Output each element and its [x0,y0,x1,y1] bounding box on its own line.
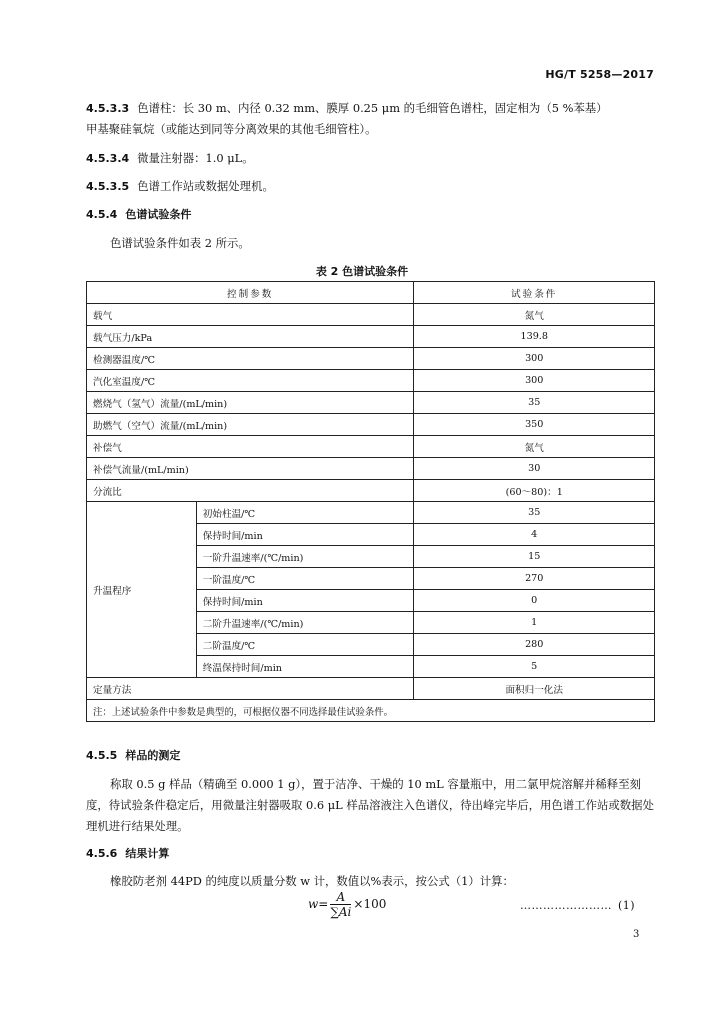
value-cell: 280 [414,634,655,656]
equation-number: (1) [618,899,636,912]
param-cell: 汽化室温度/℃ [87,370,414,392]
table-row [87,304,655,326]
value-cell: 300 [414,348,655,370]
section-title: 色谱试验条件 [125,208,192,221]
section-4-5-5-text: 称取 0.5 g 样品（精确至 0.000 1 g），置于洁净、干燥的 10 mL 容量瓶中，用二氯甲烷溶解并稀释至刻度，待试验条件稳定后，用微量注射器吸取 0.6 μL 样品溶液注入色谱仪，待出峰完毕后，用色谱工作站或数据处理机进行结果处理。 [86,777,654,833]
program-group-label: 升温程序 [87,502,197,678]
value-cell: 35 [414,502,655,524]
param-cell: 补偿气流量/(mL/min) [87,458,414,480]
param-cell: 二阶升温速率/(℃/min) [196,612,414,634]
clause-4-5-3-3 [86,98,656,139]
param-cell: 保持时间/min [196,524,414,546]
table-note-row [87,700,655,722]
section-4-5-4-heading [86,204,656,225]
table-row [87,392,655,414]
param-cell: 助燃气（空气）流量/(mL/min) [87,414,414,436]
table-row [87,348,655,370]
section-4-5-6-heading [86,843,656,864]
param-cell: 检测器温度/℃ [87,348,414,370]
page-number: 3 [633,929,640,940]
table-caption: 表 2 色谱试验条件 [315,265,409,278]
standard-code: HG/T 5258—2017 [545,68,654,81]
table-row [87,502,655,524]
section-4-5-5-heading [86,745,656,766]
param-cell: 保持时间/min [196,590,414,612]
clause-number: 4.5.3.5 [86,180,130,193]
param-cell: 初始柱温/℃ [196,502,414,524]
clause-text: 色谱工作站或数据处理机。 [137,179,274,193]
formula-leader [520,899,635,912]
formula-rhs: ×100 [353,897,387,911]
table-header-row [87,282,655,304]
clause-number: 4.5.3.3 [86,102,130,115]
value-cell: 4 [414,524,655,546]
formula-fraction [330,890,351,919]
param-cell: 载气 [87,304,414,326]
table-row [87,436,655,458]
param-cell: 终温保持时间/min [196,656,414,678]
value-cell: 139.8 [414,326,655,348]
value-cell: 300 [414,370,655,392]
table-row [87,458,655,480]
param-cell: 燃烧气（氢气）流量/(mL/min) [87,392,414,414]
purity-formula [308,890,386,919]
table-row [87,480,655,502]
value-cell: 面积归一化法 [414,678,655,700]
clause-number: 4.5.3.4 [86,152,130,165]
section-title: 样品的测定 [125,749,181,762]
table-row [87,678,655,700]
clause-4-5-3-5 [86,176,656,197]
param-cell: 一阶温度/℃ [196,568,414,590]
clause-text: 微量注射器：1.0 μL。 [137,151,254,165]
table-note: 注：上述试验条件中参数是典型的，可根据仪器不同选择最佳试验条件。 [87,700,655,722]
formula-numerator: A [330,890,351,905]
value-cell: 氮气 [414,436,655,458]
value-cell: 30 [414,458,655,480]
value-cell: 氮气 [414,304,655,326]
table-row [87,370,655,392]
value-cell: (60～80)：1 [414,480,655,502]
formula-denominator: ∑Ai [330,905,352,919]
value-cell: 1 [414,612,655,634]
table-row [87,326,655,348]
value-cell: 5 [414,656,655,678]
header-control-param: 控制参数 [87,282,414,304]
value-cell: 270 [414,568,655,590]
section-title: 结果计算 [125,847,170,860]
section-4-5-6-text: 橡胶防老剂 44PD 的纯度以质量分数 w 计，数值以%表示，按公式（1）计算： [110,874,514,888]
param-cell: 载气压力/kPa [87,326,414,348]
section-number: 4.5.6 [86,847,118,860]
section-number: 4.5.4 [86,208,118,221]
formula-lhs: w= [308,897,329,911]
clause-text-line1: 色谱柱：长 30 m、内径 0.32 mm、膜厚 0.25 μm 的毛细管色谱柱，固定相为（5 %苯基） [137,101,608,115]
header-test-condition: 试验条件 [414,282,655,304]
param-cell: 二阶温度/℃ [196,634,414,656]
param-cell: 定量方法 [87,678,414,700]
value-cell: 15 [414,546,655,568]
value-cell: 0 [414,590,655,612]
param-cell: 一阶升温速率/(℃/min) [196,546,414,568]
table-row [87,414,655,436]
formula-dots: …………………… [520,899,612,912]
param-cell: 补偿气 [87,436,414,458]
section-number: 4.5.5 [86,749,118,762]
value-cell: 35 [414,392,655,414]
clause-text-line2: 甲基聚硅氧烷（或能达到同等分离效果的其他毛细管柱）。 [86,122,377,136]
value-cell: 350 [414,414,655,436]
param-cell: 分流比 [87,480,414,502]
clause-4-5-3-4 [86,148,656,169]
conditions-table [86,281,655,722]
section-4-5-4-text: 色谱试验条件如表 2 所示。 [110,236,250,250]
